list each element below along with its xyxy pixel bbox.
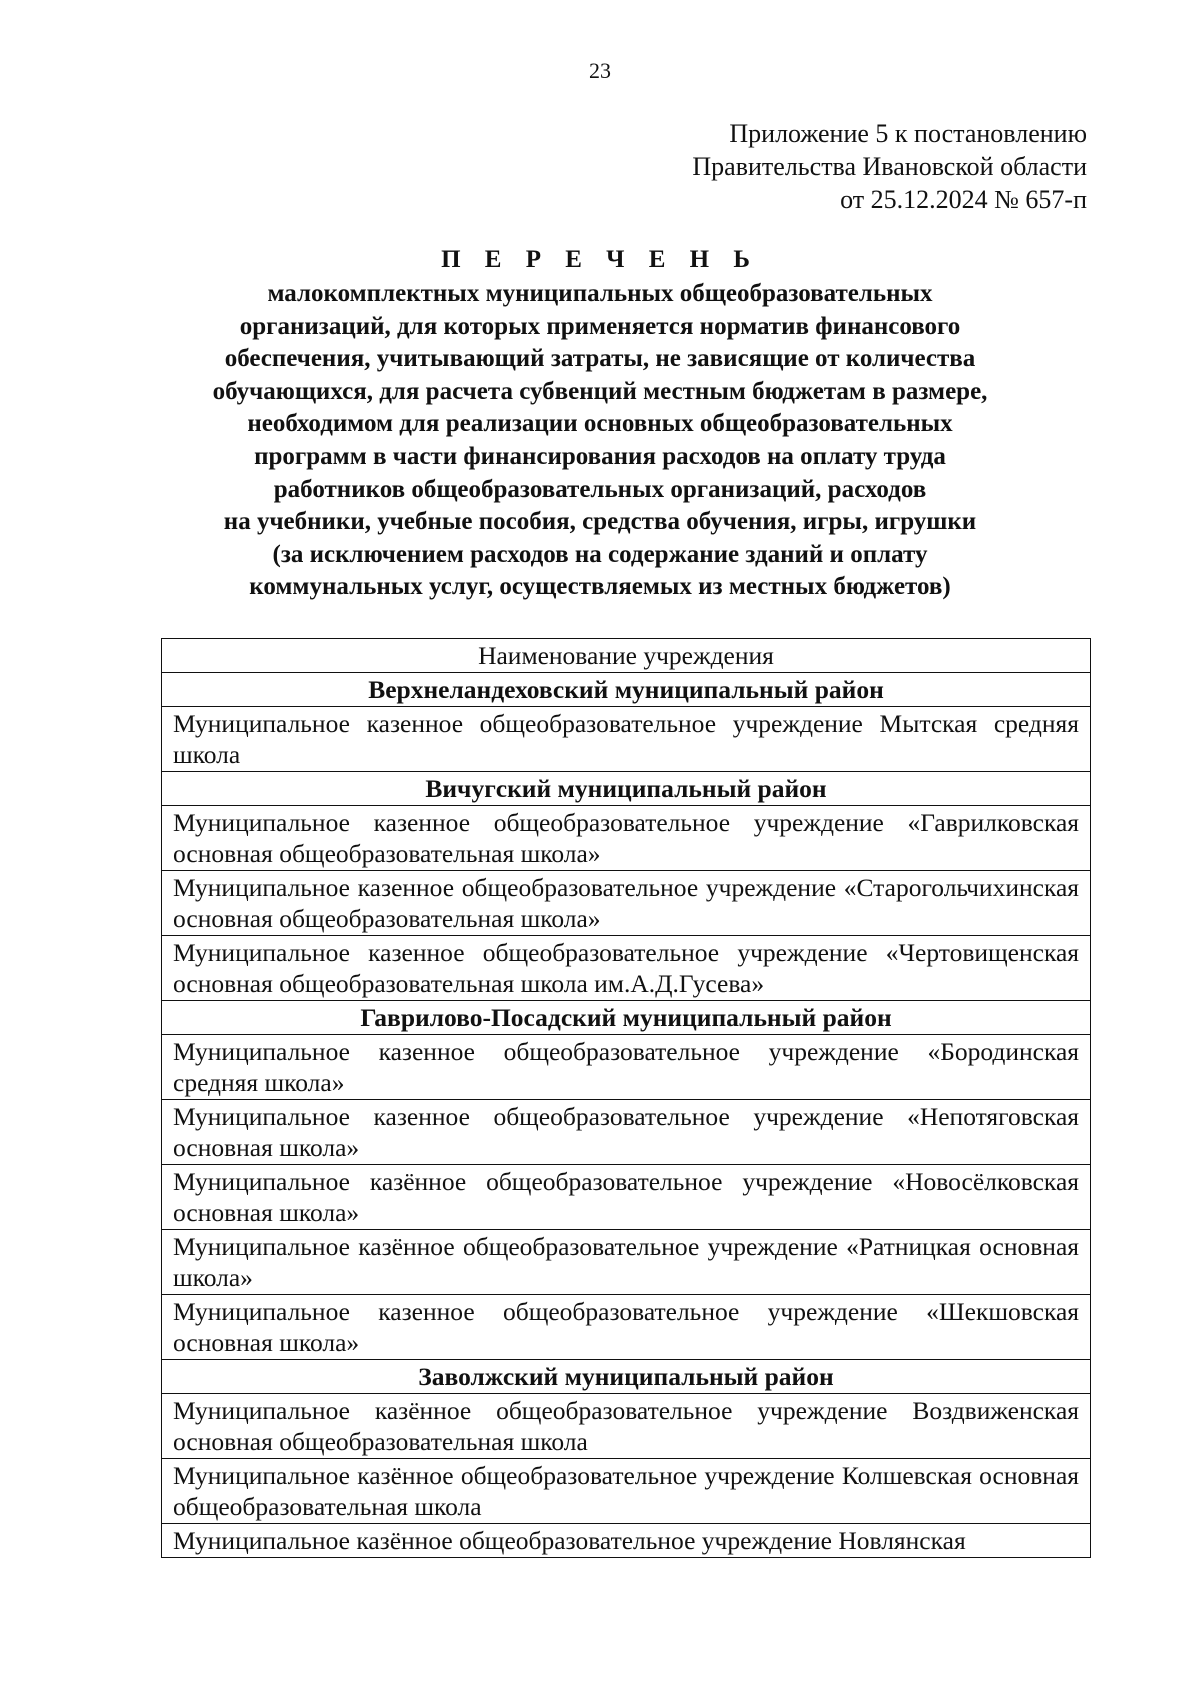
subtitle-line: необходимом для реализации основных общеобразовательных — [247, 410, 953, 438]
district-row — [162, 1001, 1091, 1035]
district-name: Заволжский муниципальный район — [162, 1360, 1091, 1394]
page-number: 23 — [589, 58, 611, 83]
table-row — [162, 936, 1091, 1001]
table-row — [162, 1230, 1091, 1295]
table-row — [162, 1459, 1091, 1524]
table-row — [162, 871, 1091, 936]
subtitle-line: программ в части финансирования расходов на оплату труда — [254, 442, 946, 470]
column-header: Наименование учреждения — [162, 639, 1091, 673]
appendix-line: Правительства Ивановской области — [692, 152, 1087, 181]
appendix-line: Приложение 5 к постановлению — [729, 119, 1087, 148]
subtitle-line: организаций, для которых применяется норматив финансового — [239, 312, 961, 340]
institution-name: Муниципальное казенное общеобразовательное учреждение «Непотяговская основная школа» — [162, 1100, 1091, 1165]
subtitle-line: обучающихся, для расчета субвенций местным бюджетам в размере, — [212, 377, 988, 405]
subtitle-line: обеспечения, учитывающий затраты, не зависящие от количества — [224, 345, 976, 373]
appendix-reference — [692, 117, 1087, 216]
institution-name: Муниципальное казенное общеобразовательное учреждение «Шекшовская основная школа» — [162, 1295, 1091, 1360]
table-row — [162, 1100, 1091, 1165]
document-title: П Е Р Е Ч Е Н Ь — [441, 246, 759, 273]
district-name: Вичугский муниципальный район — [162, 772, 1091, 806]
table-row — [162, 1035, 1091, 1100]
institution-name: Муниципальное казенное общеобразовательное учреждение «Чертовищенская основная общеобразовательная школа им.А.Д.Гусева» — [162, 936, 1091, 1001]
table-row — [162, 806, 1091, 871]
institution-name: Муниципальное казенное общеобразовательное учреждение Мытская средняя школа — [162, 707, 1091, 772]
table-row — [162, 1394, 1091, 1459]
district-name: Верхнеландеховский муниципальный район — [162, 673, 1091, 707]
subtitle-line: работников общеобразовательных организаций, расходов — [273, 475, 927, 503]
institution-name: Муниципальное казенное общеобразовательное учреждение «Бородинская средняя школа» — [162, 1035, 1091, 1100]
institutions-table — [161, 638, 1091, 1558]
subtitle-line: коммунальных услуг, осуществляемых из местных бюджетов) — [249, 573, 951, 601]
institution-name: Муниципальное казенное общеобразовательное учреждение «Старогольчихинская основная общеобразовательная школа» — [162, 871, 1091, 936]
subtitle-line: малокомплектных муниципальных общеобразовательных — [267, 280, 933, 307]
appendix-line: от 25.12.2024 № 657-п — [840, 185, 1087, 214]
institution-name: Муниципальное казённое общеобразовательное учреждение Колшевская основная общеобразовательная школа — [162, 1459, 1091, 1524]
institution-name: Муниципальное казённое общеобразовательное учреждение «Ратницкая основная школа» — [162, 1230, 1091, 1295]
table-row — [162, 1165, 1091, 1230]
district-row — [162, 1360, 1091, 1394]
subtitle-line: на учебники, учебные пособия, средства обучения, игры, игрушки — [223, 508, 977, 536]
table-row — [162, 1524, 1091, 1558]
institution-name: Муниципальное казённое общеобразовательное учреждение Новлянская — [162, 1524, 1091, 1558]
table-row — [162, 707, 1091, 772]
table-header-row — [162, 639, 1091, 673]
district-name: Гаврилово-Посадский муниципальный район — [162, 1001, 1091, 1035]
table-row — [162, 1295, 1091, 1360]
institution-name: Муниципальное казенное общеобразовательное учреждение «Гаврилковская основная общеобразовательная школа» — [162, 806, 1091, 871]
document-subtitle — [0, 278, 1200, 604]
subtitle-line: (за исключением расходов на содержание зданий и оплату — [272, 540, 928, 568]
institution-name: Муниципальное казённое общеобразовательное учреждение Воздвиженская основная общеобразовательная школа — [162, 1394, 1091, 1459]
district-row — [162, 772, 1091, 806]
district-row — [162, 673, 1091, 707]
institution-name: Муниципальное казённое общеобразовательное учреждение «Новосёлковская основная школа» — [162, 1165, 1091, 1230]
